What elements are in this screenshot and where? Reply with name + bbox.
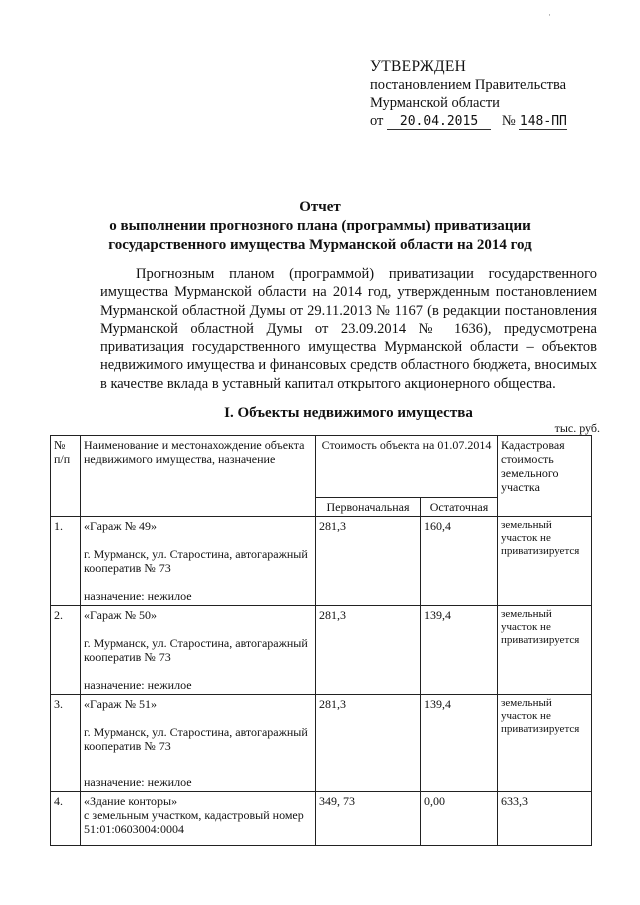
header-name: Наименование и местонахождение объекта недвижимого имущества, назначение xyxy=(81,436,316,517)
units-label: тыс. руб. xyxy=(554,421,600,435)
row-num: 3. xyxy=(51,695,81,792)
row-cadastral: земельный участок не приватизируется xyxy=(498,695,592,792)
date-prefix: от xyxy=(370,113,384,129)
row-residual: 0,00 xyxy=(421,792,498,846)
number-prefix: № xyxy=(501,113,516,129)
row-num: 2. xyxy=(51,606,81,695)
row-residual: 139,4 xyxy=(421,695,498,792)
table-row xyxy=(51,606,592,695)
object-name: «Гараж № 50» xyxy=(84,608,158,622)
header-residual: Остаточная xyxy=(421,498,498,517)
row-object xyxy=(81,792,316,846)
row-num: 4. xyxy=(51,792,81,846)
header-num: № п/п xyxy=(51,436,81,517)
object-address: г. Мурманск, ул. Старостина, автогаражный кооператив № 73 xyxy=(84,725,308,753)
approval-line-2: Мурманской области xyxy=(370,95,500,111)
table-row xyxy=(51,695,592,792)
approval-date: 20.04.2015 xyxy=(387,114,491,130)
object-address: г. Мурманск, ул. Старостина, автогаражный кооператив № 73 xyxy=(84,636,308,664)
scan-mark: · xyxy=(548,10,551,20)
object-address: с земельным участком, кадастровый номер 51:01:0603004:0004 xyxy=(84,808,304,836)
row-cadastral: 633,3 xyxy=(498,792,592,846)
object-name: «Гараж № 51» xyxy=(84,697,158,711)
header-cadastral: Кадастровая стоимость земельного участка xyxy=(498,436,592,517)
approval-heading: УТВЕРЖДЕН xyxy=(370,58,467,75)
row-initial: 281,3 xyxy=(316,517,421,606)
report-title-line-1: Отчет xyxy=(299,199,341,215)
object-name: «Гараж № 49» xyxy=(84,519,158,533)
object-purpose: назначение: нежилое xyxy=(84,589,192,603)
approval-number: 148-ПП xyxy=(519,114,567,129)
object-name: «Здание конторы» xyxy=(84,794,178,808)
approval-date-line xyxy=(370,112,620,130)
report-title-line-3: государственного имущества Мурманской области на 2014 год xyxy=(108,237,532,253)
object-purpose: назначение: нежилое xyxy=(84,775,192,789)
row-residual: 139,4 xyxy=(421,606,498,695)
approval-line-1: постановлением Правительства xyxy=(370,77,567,93)
row-cadastral: земельный участок не приватизируется xyxy=(498,606,592,695)
row-num: 1. xyxy=(51,517,81,606)
row-initial: 349, 73 xyxy=(316,792,421,846)
row-initial: 281,3 xyxy=(316,695,421,792)
table-header-row xyxy=(51,436,592,498)
header-initial: Первоначальная xyxy=(316,498,421,517)
row-residual: 160,4 xyxy=(421,517,498,606)
object-purpose: назначение: нежилое xyxy=(84,678,192,692)
approval-block xyxy=(370,58,620,130)
row-initial: 281,3 xyxy=(316,606,421,695)
objects-table xyxy=(50,435,592,846)
report-title xyxy=(60,198,580,255)
row-object xyxy=(81,517,316,606)
table-row xyxy=(51,517,592,606)
header-cost: Стоимость объекта на 01.07.2014 xyxy=(316,436,498,498)
table-row xyxy=(51,792,592,846)
intro-paragraph: Прогнозным планом (программой) приватизации государственного имущества Мурманской области на 2014 год, утвержденным постановлением Мурманской областной Думы от 29.11.2013 № 1167 (в редакции постановления Мурманской областной Думы от 23.09.2014 № 1636), предусмотрена приватизация государственного имущества Мурманской области – объектов недвижимого имущества и финансовых средств областного бюджета, вносимых в качестве вклада в уставный капитал открытого акционерного общества. xyxy=(100,266,597,392)
row-object xyxy=(81,606,316,695)
row-object xyxy=(81,695,316,792)
row-cadastral: земельный участок не приватизируется xyxy=(498,517,592,606)
section-title: I. Объекты недвижимого имущества xyxy=(224,405,473,421)
object-address: г. Мурманск, ул. Старостина, автогаражный кооператив № 73 xyxy=(84,547,308,575)
report-title-line-2: о выполнении прогнозного плана (программы) приватизации xyxy=(109,218,531,234)
